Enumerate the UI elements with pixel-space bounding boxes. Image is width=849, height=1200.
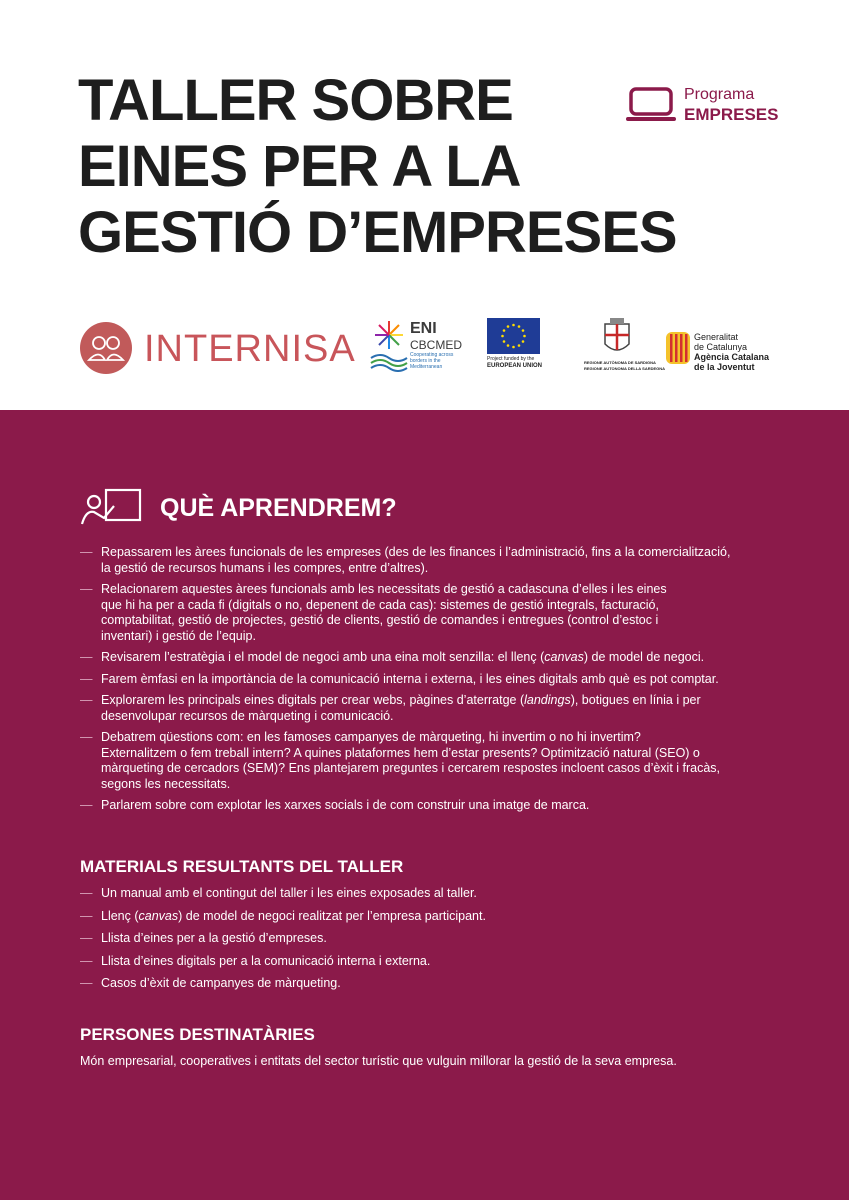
eni-cbcmed-logo [370,318,470,373]
section-what-we-learn [80,488,780,528]
eu-flag-icon [487,318,540,354]
eni-label: ENI [410,320,437,337]
list-item [80,976,780,992]
dash-icon: — [80,931,93,945]
list-item-line: màrqueting de cercadors (SEM)? Ens plantejarem preguntes i cercarem respostes incloent casos d’èxit i fracàs, [101,761,721,775]
dash-icon: — [80,798,93,812]
section-heading: QUÈ APRENDREM? [160,494,397,522]
dash-icon: — [80,545,93,559]
sardegna-text: REGIONE AUTÒNOMA DE SARDIGNA REGIONE AUTONOMA DELLA SARDEGNA [584,360,666,371]
eni-tagline: Cooperating across borders in the Mediterranean [410,352,454,370]
generalitat-text: Generalitat de Catalunya Agència Catalana de la Joventut [694,332,770,372]
title-line-2: EINES PER A LA [78,134,521,199]
dash-icon: — [80,908,93,923]
dash-icon: — [80,582,93,596]
dash-icon: — [80,953,93,968]
list-item [80,730,780,792]
list-item [80,672,780,688]
list-item-line: Relacionarem aquestes àrees funcionals amb les necessitats de gestió a cadascuna d’elles i les eines [101,582,667,596]
list-item-line: Repassarem les àrees funcionals de les empreses (des de les finances i l’administració, fins a la comercialització, [101,545,731,559]
laptop-icon [626,86,678,126]
list-item-line: inventari) i gestió de l’equip. [101,628,256,643]
list-item-line: Farem èmfasi en la importància de la comunicació interna i externa, i les eines digitals amb què es pot comptar. [101,671,719,686]
list-item-line: Parlarem sobre com explotar les xarxes socials i de com construir una imatge de marca. [101,798,590,812]
empreses-label: EMPRESES [684,105,779,124]
list-item-line: la gestió de recursos humans i les compres, entre d’altres). [101,560,429,575]
sardegna-logo [584,318,666,374]
dash-icon: — [80,693,93,707]
generalitat-icon [666,332,690,364]
title-line-3: GESTIÓ D’EMPRESES [78,200,677,265]
list-item [80,582,780,644]
materials-heading: MATERIALS RESULTANTS DEL TALLER [80,857,404,876]
audience-text: Món empresarial, cooperatives i entitats del sector turístic que vulguin millorar la gestió de la seva empresa. [80,1054,677,1068]
eu-name-label: EUROPEAN UNION [487,363,543,369]
list-item-text: Casos d’èxit de campanyes de màrqueting. [101,976,341,990]
people-icon [80,322,132,374]
list-item-line: Debatrem qüestions com: en les famoses campanyes de màrqueting, hi invertim o no hi invertim? [101,730,641,744]
page-title [78,68,678,266]
list-item-text: Llenç (canvas) de model de negoci realitzat per l’empresa participant. [101,908,486,923]
list-item-line: Explorarem les principals eines digitals per crear webs, pàgines d’aterratge (landings), botigues en línia i per [101,693,701,707]
teacher-board-icon [80,488,144,528]
dash-icon: — [80,650,93,664]
audience-heading: PERSONES DESTINATÀRIES [80,1025,315,1044]
list-item [80,909,780,925]
programa-empreses-logo [626,86,796,126]
list-item-line: que hi ha per a cada fi (digitals o no, depenent de cada cas): sistemes de gestió integrals, facturació, [101,597,659,612]
sardegna-crest-icon [584,318,650,358]
dash-icon: — [80,886,93,900]
dash-icon: — [80,976,93,990]
list-item [80,545,780,576]
internisa-logo [80,322,356,374]
list-item-text: Llista d’eines per a la gestió d’empreses. [101,931,327,945]
list-item [80,650,780,666]
header-area [0,0,849,410]
list-item [80,798,780,814]
list-item [80,886,780,902]
dash-icon: — [80,730,93,744]
title-line-1: TALLER SOBRE [78,68,513,133]
list-item-line: segons les necessitats. [101,776,231,791]
cbcmed-label: CBCMED [410,338,463,352]
list-item [80,931,780,947]
list-item-text: Llista d’eines digitals per a la comunicació interna i externa. [101,953,431,968]
list-item-line: Externalitzem o fem treball intern? A quines plataformes hem d’estar presents? Optimització natural (SEO) o [101,745,700,760]
list-item-line: desenvolupar recursos de màrqueting i comunicació. [101,708,394,723]
internisa-wordmark: INTERNISA [144,328,356,370]
list-item-line: Revisarem l’estratègia i el model de negoci amb una eina molt senzilla: el llenç (canvas) de model de negoci. [101,650,705,664]
eu-funded-label: Project funded by the [487,356,535,362]
eu-logo [487,318,541,373]
list-item-text: Un manual amb el contingut del taller i les eines exposades al taller. [101,886,477,900]
list-item [80,693,780,724]
materials-list [80,886,780,999]
list-item-line: comptabilitat, gestió de projectes, gestió de clients, gestió de comandes i entregues (control d’estoc i [101,613,659,627]
eni-ring-icon [370,318,408,372]
generalitat-logo [666,332,796,372]
learning-list [80,545,780,820]
dash-icon: — [80,671,93,686]
list-item [80,954,780,970]
programa-label: Programa [684,86,755,103]
